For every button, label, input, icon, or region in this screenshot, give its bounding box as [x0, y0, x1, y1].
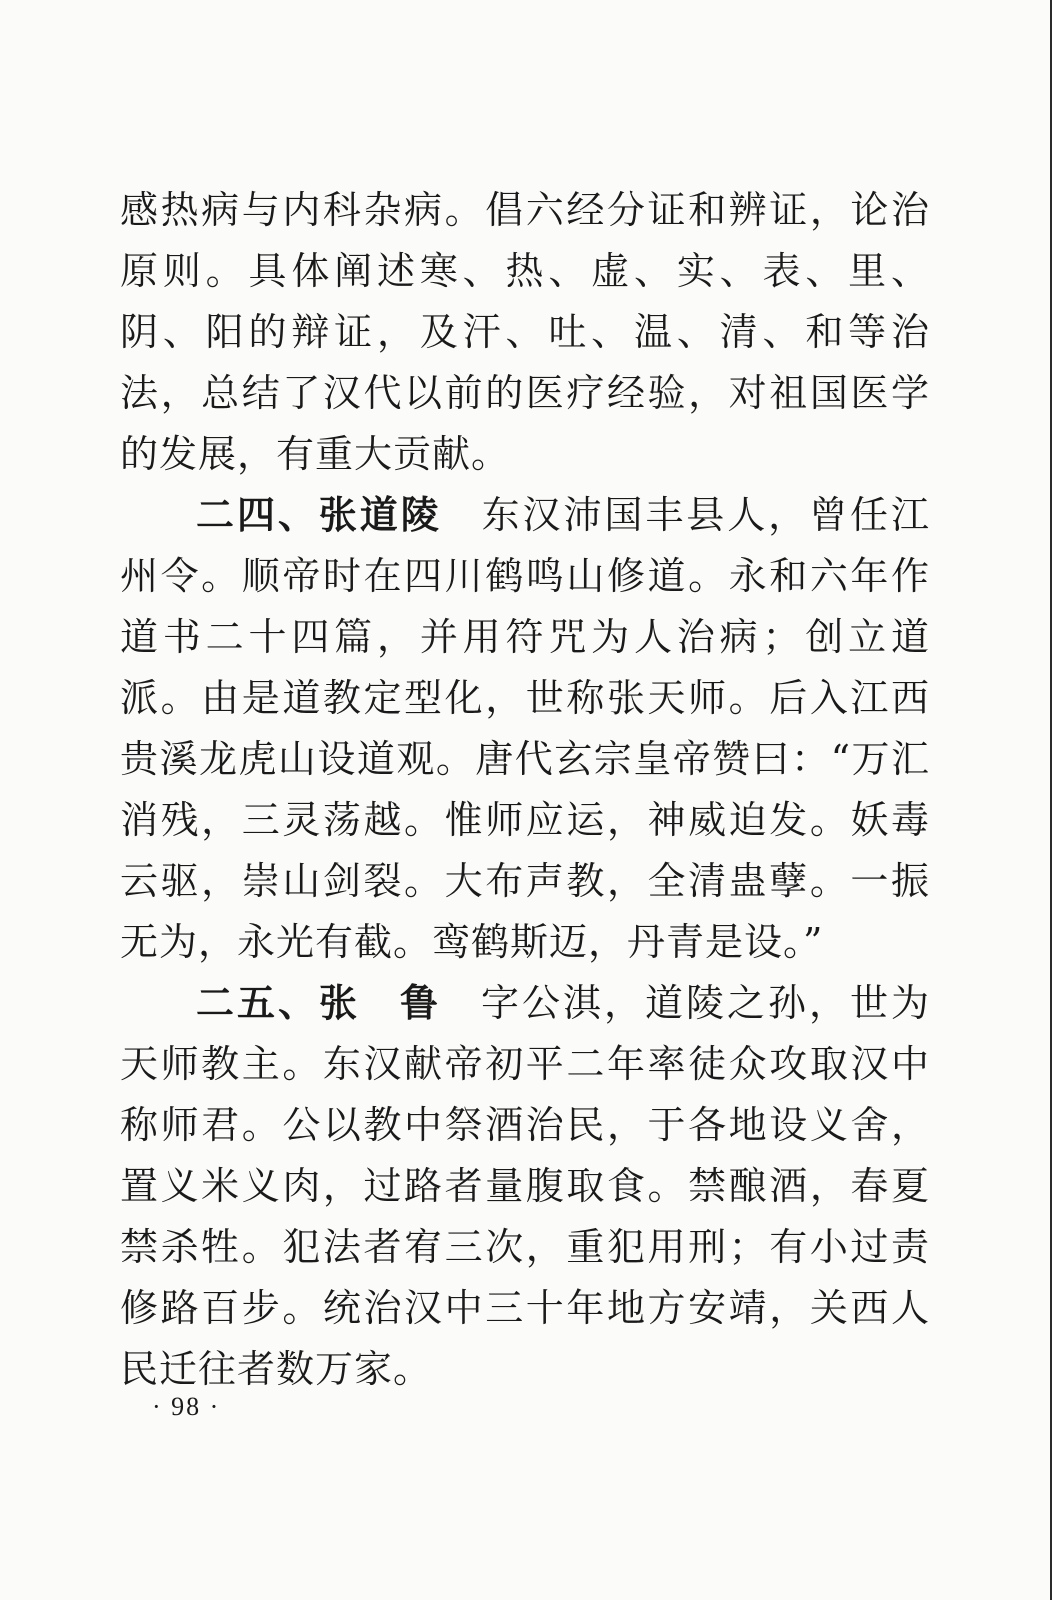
- page-number: · 98 ·: [152, 1392, 221, 1421]
- paragraph-continuation: [120, 180, 930, 485]
- entry-heading-part1: 二五、张: [196, 981, 360, 1025]
- entry-body: 字公淇，道陵之孙，世为天师教主。东汉献帝初平二年率徒众攻取汉中称师君。公以教中祭酒治民，于各地设义舍，置义米义肉，过路者量腹取食。禁酿酒，春夏禁杀牲。犯法者宥三次，重犯用刑；有小过责修路百步。统治汉中三十年地方安靖，关西人民迁往者数万家。: [120, 981, 930, 1391]
- entry-heading-part2: 鲁: [398, 981, 441, 1025]
- paragraph-text: 感热病与内科杂病。倡六经分证和辨证，论治原则。具体阐述寒、热、虚、实、表、里、阴、阳的辩证，及汗、吐、温、清、和等治法，总结了汉代以前的医疗经验，对祖国医学的发展，有重大贡献。: [120, 188, 930, 476]
- entry-heading: 二四、张道陵: [196, 493, 442, 537]
- entry-zhang-daoling: [120, 485, 930, 973]
- page-edge: [1050, 0, 1063, 1600]
- body-text: [120, 180, 930, 1400]
- entry-zhang-lu: [120, 973, 930, 1400]
- entry-body: 东汉沛国丰县人，曾任江州令。顺帝时在四川鹤鸣山修道。永和六年作道书二十四篇，并用符咒为人治病；创立道派。由是道教定型化，世称张天师。后入江西贵溪龙虎山设道观。唐代玄宗皇帝赞曰：“万汇消残，三灵荡越。惟师应运，神威迫发。妖毒云驱，崇山剑裂。大布声教，全清蛊孽。一振无为，永光有截。鸾鹤斯迈，丹青是设。”: [120, 493, 930, 964]
